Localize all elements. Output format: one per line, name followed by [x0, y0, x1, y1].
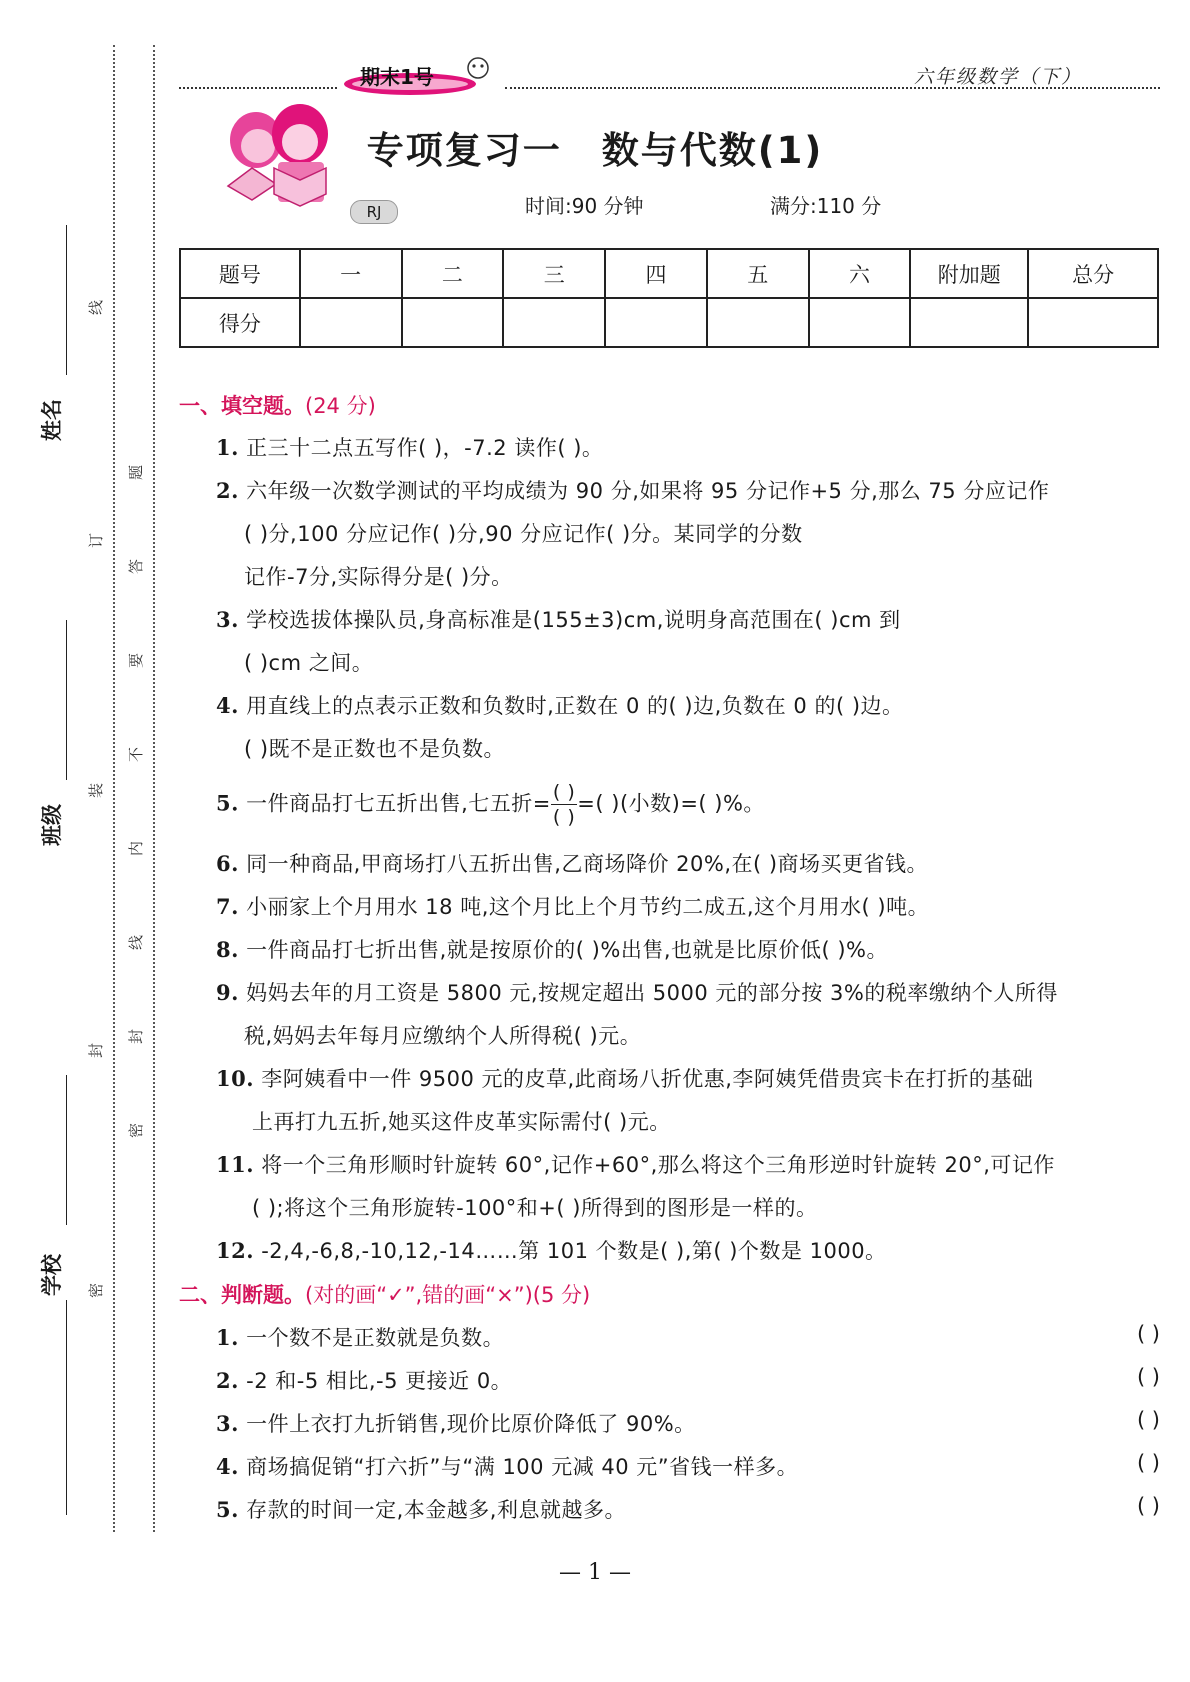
question-number: 1.: [216, 435, 239, 460]
question-2-line-3: 记作-7分,实际得分是( )分。: [244, 565, 513, 589]
class-label: 班级: [40, 804, 64, 846]
section-1-points: (24 分): [305, 394, 376, 418]
question-text: 一个数不是正数就是负数。: [246, 1326, 505, 1350]
score-table-header-cell: 五: [707, 249, 809, 298]
margin-char: 线: [127, 934, 146, 951]
question-text: -2 和-5 相比,-5 更接近 0。: [246, 1369, 513, 1393]
class-field[interactable]: [66, 620, 67, 780]
question-number: 9.: [216, 980, 239, 1005]
title-part-2: 数与代数(1): [601, 129, 824, 172]
margin-char: 题: [127, 464, 146, 481]
question-7: [216, 891, 1160, 921]
margin-char: 不: [127, 746, 146, 763]
margin-char: 内: [127, 840, 146, 857]
judge-question-2: [216, 1365, 1160, 1395]
margin-char: 封: [127, 1028, 146, 1045]
question-number: 3.: [216, 1411, 239, 1436]
score-table-header-cell: 四: [605, 249, 707, 298]
question-text: 一件上衣打九折销售,现价比原价降低了 90%。: [246, 1412, 696, 1436]
question-number: 1.: [216, 1325, 239, 1350]
question-number: 3.: [216, 607, 239, 632]
question-10-line-2: 上再打九五折,她买这件皮革实际需付( )元。: [252, 1110, 671, 1134]
header-rule-left: [179, 87, 337, 89]
score-table-header-cell: 总分: [1028, 249, 1158, 298]
page-title: [0, 120, 1190, 174]
answer-blank[interactable]: ( ): [1136, 1408, 1160, 1432]
question-text: =( )(小数)=( )%。: [577, 791, 765, 816]
question-1: [216, 432, 1160, 462]
question-text: 用直线上的点表示正数和负数时,正数在 0 的( )边,负数在 0 的( )边。: [246, 694, 904, 718]
question-5: [216, 780, 1160, 829]
name-field[interactable]: [66, 225, 67, 375]
edition-badge: RJ: [350, 200, 398, 224]
question-number: 7.: [216, 894, 239, 919]
school-field-top[interactable]: [66, 1075, 67, 1225]
judge-question-1: [216, 1322, 1160, 1352]
section-1-heading: [179, 390, 376, 420]
fraction-numerator: ( ): [552, 781, 576, 803]
question-text: 李阿姨看中一件 9500 元的皮草,此商场八折优惠,李阿姨凭借贵宾卡在打折的基础: [261, 1067, 1034, 1091]
question-number: 10.: [216, 1066, 255, 1091]
question-9-line-2: 税,妈妈去年每月应缴纳个人所得税( )元。: [244, 1024, 642, 1048]
score-table-header-cell: 题号: [180, 249, 300, 298]
score-table-header-cell: 三: [503, 249, 605, 298]
name-label: 姓名: [40, 399, 64, 441]
question-6: [216, 848, 1160, 878]
question-text: 妈妈去年的月工资是 5800 元,按规定超出 5000 元的部分按 3%的税率缴纳个人所得: [246, 981, 1058, 1005]
question-4-line-2: ( )既不是正数也不是负数。: [244, 737, 506, 761]
question-9: [216, 977, 1160, 1007]
question-number: 5.: [216, 790, 239, 816]
judge-question-5: [216, 1494, 1160, 1524]
score-cell[interactable]: [605, 298, 707, 347]
margin-char: 要: [127, 652, 146, 669]
margin-char: 封: [87, 1042, 106, 1059]
page-number: — 1 —: [559, 1560, 631, 1585]
score-cell[interactable]: [910, 298, 1028, 347]
score-cell[interactable]: [402, 298, 504, 347]
question-text: 商场搞促销“打六折”与“满 100 元减 40 元”省钱一样多。: [246, 1455, 799, 1479]
answer-blank[interactable]: ( ): [1136, 1494, 1160, 1518]
score-table-header-row: [180, 249, 1158, 298]
score-cell[interactable]: [300, 298, 402, 347]
brand-logo-text: 期末1号: [360, 65, 434, 89]
margin-char: 线: [87, 299, 106, 316]
school-field-bottom: [66, 1300, 67, 1515]
answer-blank[interactable]: ( ): [1136, 1451, 1160, 1475]
title-part-1: 专项复习一: [366, 129, 562, 172]
margin-char: 订: [87, 532, 106, 549]
margin-char: 答: [127, 558, 146, 575]
question-number: 11.: [216, 1152, 255, 1177]
question-text: -2,4,-6,8,-10,12,-14……第 101 个数是( ),第( )个数是 1000。: [261, 1239, 887, 1263]
question-number: 2.: [216, 478, 239, 503]
judge-question-4: [216, 1451, 1160, 1481]
question-text: 存款的时间一定,本金越多,利息就越多。: [246, 1498, 626, 1522]
brand-logo: [338, 44, 508, 100]
score-table-header-cell: 一: [300, 249, 402, 298]
question-number: 6.: [216, 851, 239, 876]
question-text: 将一个三角形顺时针旋转 60°,记作+60°,那么将这个三角形逆时针旋转 20°,可记作: [261, 1153, 1055, 1177]
answer-blank[interactable]: ( ): [1136, 1365, 1160, 1389]
score-table-header-cell: 六: [809, 249, 911, 298]
series-label: 六年级数学（下）: [913, 66, 1082, 88]
question-text: 小丽家上个月用水 18 吨,这个月比上个月节约二成五,这个月用水( )吨。: [246, 895, 930, 919]
question-2: [216, 475, 1160, 505]
question-number: 4.: [216, 693, 239, 718]
question-3-line-2: ( )cm 之间。: [244, 651, 374, 675]
question-number: 12.: [216, 1238, 255, 1263]
question-text: 学校选拔体操队员,身高标准是(155±3)cm,说明身高范围在( )cm 到: [246, 608, 901, 632]
question-8: [216, 934, 1160, 964]
question-3: [216, 604, 1160, 634]
score-table-score-row: [180, 298, 1158, 347]
question-2-line-2: ( )分,100 分应记作( )分,90 分应记作( )分。某同学的分数: [244, 522, 803, 546]
binding-line-outer: [113, 45, 115, 1532]
answer-blank[interactable]: ( ): [1136, 1322, 1160, 1346]
score-table-header-cell: 附加题: [910, 249, 1028, 298]
fraction-blank[interactable]: [551, 780, 577, 829]
section-2-title: 二、判断题。: [179, 1283, 305, 1307]
question-10: [216, 1063, 1160, 1093]
question-text: 同一种商品,甲商场打八五折出售,乙商场降价 20%,在( )商场买更省钱。: [246, 852, 929, 876]
question-12: [216, 1235, 1160, 1265]
margin-char: 密: [127, 1122, 146, 1139]
question-number: 5.: [216, 1497, 239, 1522]
question-4: [216, 690, 1160, 720]
margin-char: 密: [87, 1282, 106, 1299]
question-text: 一件商品打七折出售,就是按原价的( )%出售,也就是比原价低( )%。: [246, 938, 889, 962]
question-number: 2.: [216, 1368, 239, 1393]
exam-time: 时间:90 分钟: [525, 194, 644, 218]
question-text: 一件商品打七五折出售,七五折=: [246, 791, 551, 816]
score-cell[interactable]: [1028, 298, 1158, 347]
fraction-denominator: ( ): [552, 806, 576, 828]
score-row-label: 得分: [180, 298, 300, 347]
section-2-heading: [179, 1279, 590, 1309]
question-11-line-2: ( );将这个三角形旋转-100°和+( )所得到的图形是一样的。: [252, 1196, 818, 1220]
section-2-points: (对的画“✓”,错的画“×”)(5 分): [305, 1283, 591, 1307]
score-cell[interactable]: [809, 298, 911, 347]
score-cell[interactable]: [503, 298, 605, 347]
question-text: 六年级一次数学测试的平均成绩为 90 分,如果将 95 分记作+5 分,那么 75 分应记作: [246, 479, 1050, 503]
question-number: 4.: [216, 1454, 239, 1479]
question-11: [216, 1149, 1160, 1179]
binding-line-inner: [153, 45, 155, 1532]
school-label: 学校: [40, 1254, 64, 1296]
judge-question-3: [216, 1408, 1160, 1438]
margin-char: 装: [87, 782, 106, 799]
question-number: 8.: [216, 937, 239, 962]
score-cell[interactable]: [707, 298, 809, 347]
exam-full-score: 满分:110 分: [770, 194, 882, 218]
question-text: 正三十二点五写作( )，-7.2 读作( )。: [246, 436, 604, 460]
section-1-title: 一、填空题。: [179, 394, 305, 418]
score-table: [179, 248, 1159, 348]
score-table-header-cell: 二: [402, 249, 504, 298]
